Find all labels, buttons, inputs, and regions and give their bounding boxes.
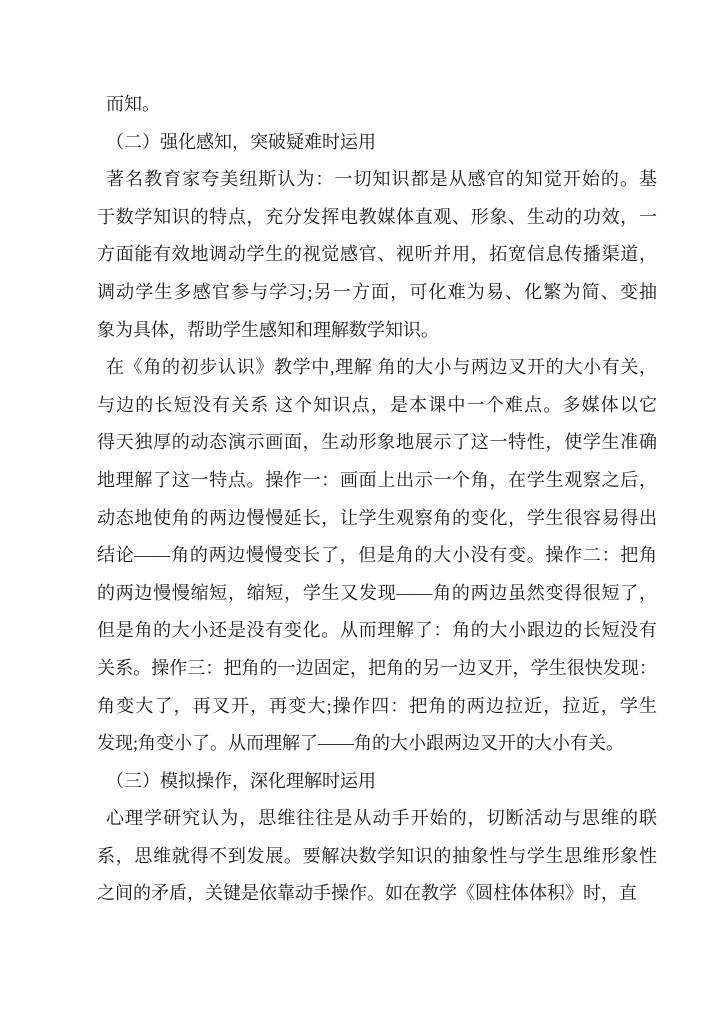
text-line: 地理解了这一特点。操作一：画面上出示一个角，在学生观察之后， (97, 469, 657, 490)
paragraph (97, 124, 657, 162)
text-line: 系，思维就得不到发展。要解决数学知识的抽象性与学生思维形象性 (97, 845, 657, 866)
text-line: 著名教育家夸美纽斯认为：一切知识都是从感官的知觉开始的。基 (106, 169, 657, 190)
text-line: （二）强化感知，突破疑难时运用 (106, 131, 376, 152)
text-line: （三）模拟操作，深化理解时运用 (106, 770, 376, 791)
text-line: 与边的长短没有关系 这个知识点，是本课中一个难点。多媒体以它 (97, 394, 657, 415)
text-line: 而知。 (106, 94, 160, 114)
text-line: 方面能有效地调动学生的视觉感官、视听并用，拓宽信息传播渠道， (97, 244, 657, 265)
paragraph (97, 763, 657, 801)
paragraph (97, 800, 657, 913)
paragraph (97, 86, 657, 124)
text-line: 角变大了，再叉开，再变大;操作四：把角的两边拉近，拉近，学生 (97, 695, 657, 716)
text-line: 在《角的初步认识》教学中,理解 角的大小与两边叉开的大小有关， (106, 357, 657, 378)
text-line: 结论——角的两边慢慢变长了，但是角的大小没有变。操作二：把角 (97, 545, 657, 566)
text-line: 动态地使角的两边慢慢延长，让学生观察角的变化，学生很容易得出 (97, 507, 657, 528)
paragraph (97, 349, 657, 763)
text-line: 发现;角变小了。从而理解了——角的大小跟两边叉开的大小有关。 (97, 733, 624, 754)
text-line: 的两边慢慢缩短，缩短，学生又发现——角的两边虽然变得很短了， (97, 582, 657, 603)
paragraph (97, 161, 657, 349)
text-line: 于数学知识的特点，充分发挥电教媒体直观、形象、生动的功效，一 (97, 206, 657, 227)
text-line: 关系。操作三：把角的一边固定，把角的另一边叉开，学生很快发现： (97, 657, 657, 678)
text-line: 但是角的大小还是没有变化。从而理解了：角的大小跟边的长短没有 (97, 620, 657, 641)
document-body (97, 86, 657, 913)
text-line: 之间的矛盾，关键是依靠动手操作。如在教学《圆柱体体积》时，直 (97, 883, 637, 904)
text-line: 得天独厚的动态演示画面，生动形象地展示了这一特性，使学生准确 (97, 432, 657, 453)
text-line: 象为具体，帮助学生感知和理解数学知识。 (97, 319, 439, 340)
text-line: 调动学生多感官参与学习;另一方面，可化难为易、化繁为简、变抽 (97, 281, 657, 302)
text-line: 心理学研究认为，思维往往是从动手开始的，切断活动与思维的联 (106, 808, 657, 829)
